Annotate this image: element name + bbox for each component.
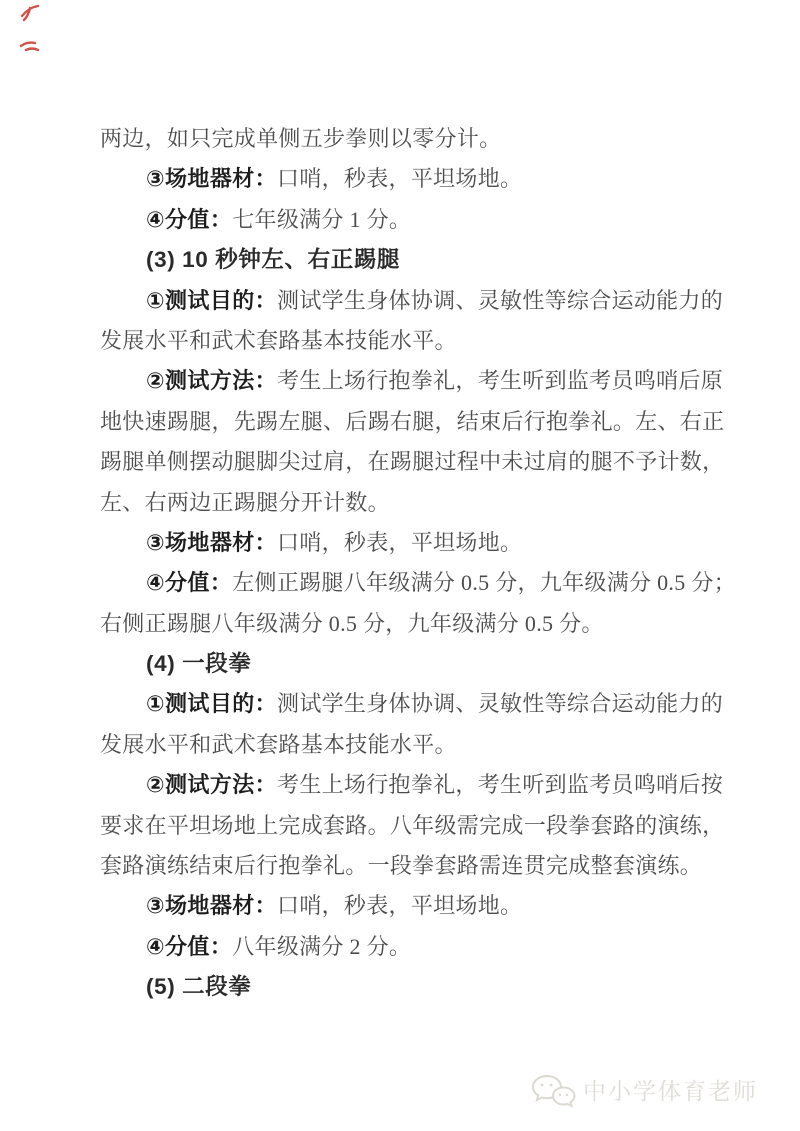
text-line (100, 725, 706, 765)
text-line (100, 604, 706, 644)
item-label: ④分值： (146, 570, 233, 596)
line-text: 要求在平坦场地上完成套路。八年级需完成一段拳套路的演练， (100, 812, 725, 838)
text-line (100, 321, 706, 361)
text-line (100, 119, 706, 159)
line-text: 发展水平和武术套路基本技能水平。 (100, 731, 457, 757)
text-line (100, 361, 724, 401)
heading-text: (4) 一段拳 (146, 651, 252, 677)
item-label: ①测试目的： (146, 287, 278, 313)
item-label: ③场地器材： (146, 893, 278, 919)
text-line (100, 402, 725, 442)
line-text: 左侧正踢腿八年级满分 0.5 分，九年级满分 0.5 分； (232, 570, 736, 596)
line-text: 右侧正踢腿八年级满分 0.5 分，九年级满分 0.5 分。 (100, 610, 604, 636)
line-text: 左、右两边正踢腿分开计数。 (100, 489, 390, 515)
item-label: ③场地器材： (146, 529, 278, 555)
text-line (100, 846, 706, 886)
section-heading (100, 240, 706, 280)
line-text: 口哨，秒表，平坦场地。 (277, 166, 523, 192)
item-label: ④分值： (146, 206, 233, 232)
heading-text: (5) 二段拳 (146, 974, 252, 1000)
text-line (100, 281, 724, 321)
line-text: 口哨，秒表，平坦场地。 (277, 893, 523, 919)
line-text: 测试学生身体协调、灵敏性等综合运动能力的 (277, 691, 724, 717)
line-text: 两边，如只完成单侧五步拳则以零分计。 (100, 126, 502, 151)
item-label: ①测试目的： (146, 691, 278, 717)
text-line (100, 159, 706, 199)
item-label: ③场地器材： (146, 166, 278, 192)
text-line (100, 765, 724, 805)
item-label: ②测试方法： (146, 368, 278, 394)
text-line (100, 563, 736, 603)
line-text: 口哨，秒表，平坦场地。 (277, 529, 523, 555)
line-text: 测试学生身体协调、灵敏性等综合运动能力的 (277, 287, 724, 313)
section-heading (100, 967, 706, 1007)
text-line (100, 806, 725, 846)
text-line (100, 483, 706, 523)
wechat-icon (530, 1073, 576, 1109)
item-label: ④分值： (146, 933, 233, 959)
line-text: 七年级满分 1 分。 (232, 206, 412, 232)
heading-text: (3) 10 秒钟左、右正踢腿 (146, 247, 401, 273)
document-content (100, 119, 736, 1008)
text-line (100, 200, 706, 240)
watermark-text: 中小学体育老师 (583, 1077, 758, 1104)
red-annotation-mark (16, 2, 46, 60)
line-text: 考生上场行抱拳礼，考生听到监考员鸣哨后按 (277, 772, 724, 798)
line-text: 考生上场行抱拳礼，考生听到监考员鸣哨后原 (277, 368, 724, 394)
line-text: 踢腿单侧摆动腿脚尖过肩，在踢腿过程中未过肩的腿不予计数， (100, 449, 725, 475)
item-label: ②测试方法： (146, 772, 278, 798)
text-line (100, 927, 706, 967)
text-line (100, 442, 725, 482)
watermark (530, 1073, 758, 1109)
section-heading (100, 644, 706, 684)
text-line (100, 523, 706, 563)
text-line (100, 886, 706, 926)
line-text: 套路演练结束后行抱拳礼。一段拳套路需连贯完成整套演练。 (100, 853, 703, 879)
text-line (100, 684, 724, 724)
line-text: 八年级满分 2 分。 (232, 933, 412, 959)
line-text: 地快速踢腿，先踢左腿、后踢右腿，结束后行抱拳礼。左、右正 (100, 408, 725, 434)
line-text: 发展水平和武术套路基本技能水平。 (100, 327, 457, 353)
